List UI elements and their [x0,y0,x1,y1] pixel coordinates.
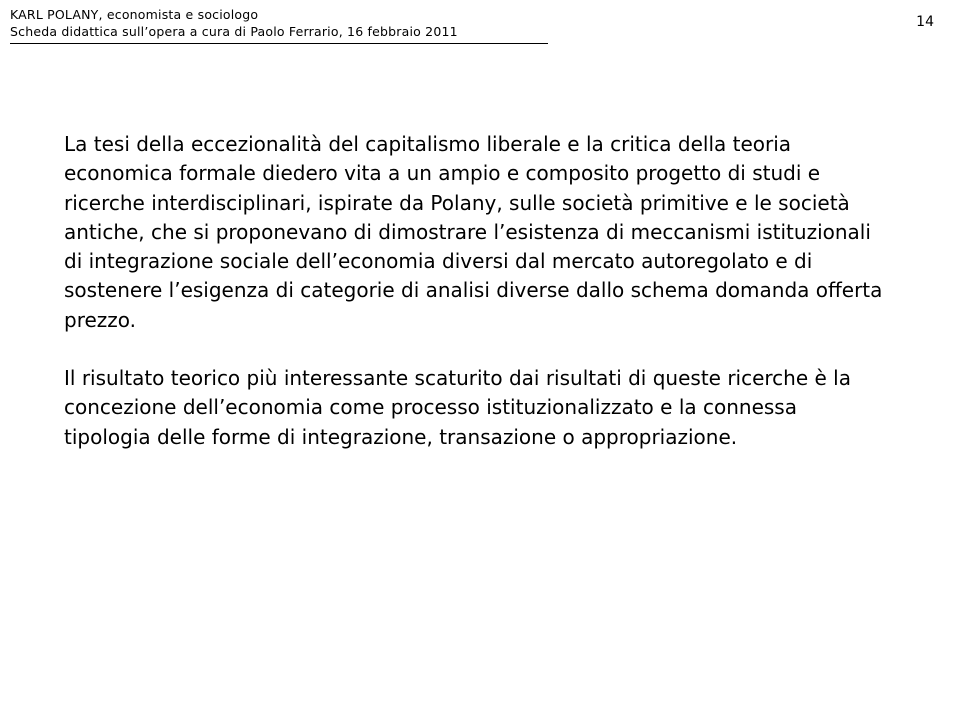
header-title: KARL POLANY, economista e sociologo [10,7,259,22]
body-paragraph-1: La tesi della eccezionalità del capitalismo liberale e la critica della teoria economica formale diedero vita a un ampio e composito progetto di studi e ricerche interdisciplinari, ispirate da Polany, sulle società primitive e le società antiche, che si proponevano di dimostrare l’esistenza di meccanismi istituzionali di integrazione sociale dell’economia diversi dal mercato autoregolato e di sostenere l’esigenza di categorie di analisi diverse dallo schema domanda offerta prezzo. [64,132,883,332]
document-header [10,6,550,40]
header-divider [10,43,548,44]
page-number: 14 [916,14,934,30]
document-body [64,130,884,452]
body-paragraph-2: Il risultato teorico più interessante scaturito dai risultati di queste ricerche è la concezione dell’economia come processo istituzionalizzato e la connessa tipologia delle forme di integrazione, transazione o appropriazione. [64,366,851,449]
header-subtitle: Scheda didattica sull’opera a cura di Paolo Ferrario, 16 febbraio 2011 [10,24,458,39]
